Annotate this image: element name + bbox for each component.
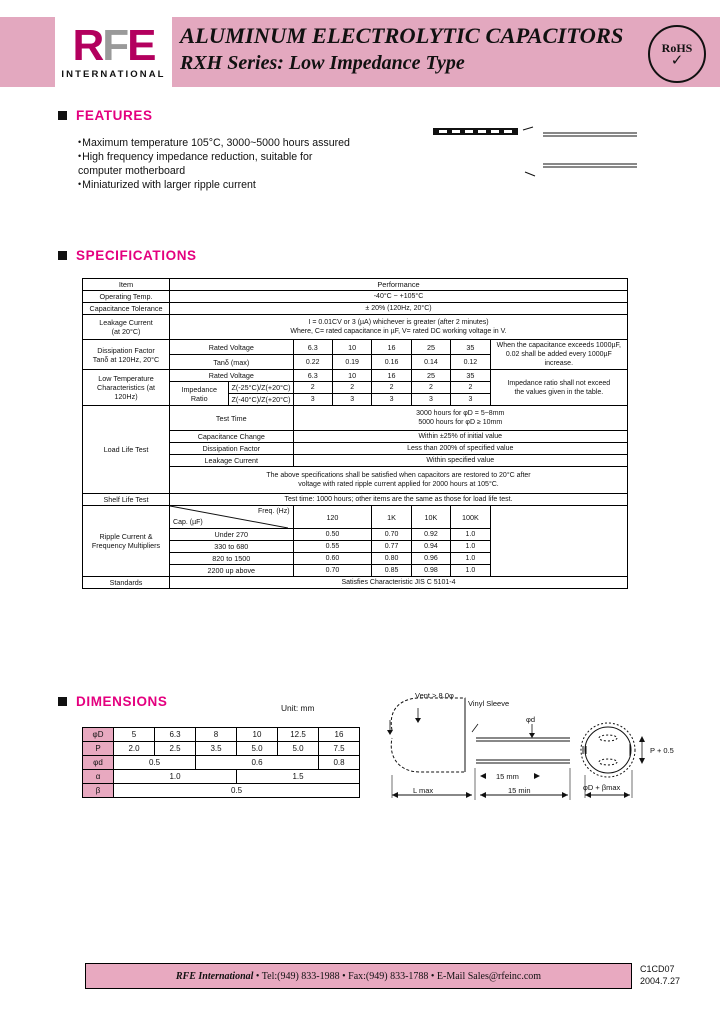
rc-value: 0.50 (293, 529, 372, 541)
dim-cell: 5.0 (237, 742, 278, 756)
llt-row-value (293, 406, 627, 431)
drawing-label-vent: Vent > 8.0φ (415, 691, 454, 700)
table-row (83, 742, 360, 756)
lt-voltage-cell: 10 (332, 370, 371, 382)
lt-label-line1: Low Temperature (98, 374, 154, 383)
table-row (83, 340, 628, 355)
rc-value: 1.0 (451, 541, 490, 553)
dimensions-section-header (58, 694, 168, 709)
lt-note-line2: the values given in the table. (514, 388, 604, 396)
dim-row-label: φd (83, 756, 114, 770)
lt-ratio-value: 2 (372, 382, 411, 394)
llt-value-line1: 3000 hours for φD = 5~8mm (416, 410, 505, 417)
df-voltage-cell: 16 (372, 340, 411, 355)
dim-cell: 2.0 (114, 742, 155, 756)
df-voltage-cell: 35 (451, 340, 490, 355)
df-rated-voltage-label: Rated Voltage (170, 340, 294, 355)
rc-cap-label: 2200 up above (170, 565, 294, 577)
rc-value: 0.98 (411, 565, 450, 577)
drawing-label-phid: φd (526, 715, 536, 724)
square-bullet-icon (58, 251, 67, 260)
dim-cell: 6.3 (155, 728, 196, 742)
dimensions-table-wrap (82, 727, 360, 798)
list-item (78, 136, 438, 150)
lt-impedance-label (170, 382, 229, 406)
lt-rated-voltage-label: Rated Voltage (170, 370, 294, 382)
table-row (83, 315, 628, 340)
lt-note (490, 370, 627, 406)
row-label-shelf-life-test: Shelf Life Test (83, 494, 170, 506)
footer-company: RFE International (175, 970, 254, 982)
rc-value: 1.0 (451, 529, 490, 541)
rc-value: 0.70 (372, 529, 411, 541)
rc-blank (490, 506, 627, 577)
features-list (78, 136, 438, 193)
rc-cap-label: 820 to 1500 (170, 553, 294, 565)
df-note (490, 340, 627, 370)
rc-freq-header: 120 (293, 506, 372, 529)
square-bullet-icon (58, 111, 67, 120)
leakage-label-line2: (at 20°C) (111, 327, 141, 336)
lt-ratio-value: 3 (293, 394, 332, 406)
llt-footnote-line2: voltage with rated ripple current applied for 2000 hours at 105°C. (298, 481, 499, 488)
rc-freq-header: 10K (411, 506, 450, 529)
bullet-icon: • (78, 151, 82, 162)
dimensions-heading: DIMENSIONS (76, 694, 168, 709)
df-tandelta-cell: 0.14 (411, 355, 450, 370)
rc-value: 0.94 (411, 541, 450, 553)
dimensions-table (82, 727, 360, 798)
document-code (640, 963, 680, 987)
lt-imp-line2: Ratio (190, 393, 208, 403)
logo-letter-f: F (102, 21, 128, 70)
rfe-logo (55, 17, 172, 87)
rc-value: 0.55 (293, 541, 372, 553)
rc-label-line1: Ripple Current & (99, 532, 153, 541)
df-voltage-cell: 25 (411, 340, 450, 355)
row-value-leakage-current (170, 315, 628, 340)
rc-corner-cell (170, 506, 294, 529)
dim-cell: 0.8 (319, 756, 360, 770)
llt-row-label: Leakage Current (170, 455, 294, 467)
row-label-dissipation-factor (83, 340, 170, 370)
dim-cell: 0.6 (196, 756, 319, 770)
logo-letters (72, 21, 155, 70)
check-icon: ✓ (670, 51, 684, 69)
lt-voltage-cell: 35 (451, 370, 490, 382)
dim-cell: 5 (114, 728, 155, 742)
features-heading: FEATURES (76, 108, 153, 123)
table-row (83, 279, 628, 291)
drawing-label-15min: 15 min (508, 786, 531, 795)
dimensions-unit-label: Unit: mm (281, 703, 315, 713)
lt-ratio-value: 2 (411, 382, 450, 394)
llt-value-line2: 5000 hours for φD ≥ 10mm (418, 419, 503, 426)
rc-value: 1.0 (451, 553, 490, 565)
rc-value: 0.60 (293, 553, 372, 565)
features-section-header (58, 108, 153, 123)
rc-freq-header: 1K (372, 506, 411, 529)
rc-value: 0.92 (411, 529, 450, 541)
footer-text (176, 971, 541, 982)
df-note-line2: 0.02 shall be added every 1000µF increase. (505, 351, 612, 367)
df-voltage-cell: 10 (332, 340, 371, 355)
doc-code-value: C1CD07 (640, 964, 675, 974)
df-tandelta-label: Tanδ (max) (170, 355, 294, 370)
capacitor-illustration (415, 120, 645, 195)
dim-cell: 0.5 (114, 756, 196, 770)
footer-contact: • Tel:(949) 833-1988 • Fax:(949) 833-1788 • E-Mail Sales@rfeinc.com (253, 970, 542, 982)
dim-row-label: β (83, 784, 114, 798)
lt-note-line1: Impedance ratio shall not exceed (507, 379, 611, 387)
row-value-shelf-life-test: Test time: 1000 hours; other items are the same as those for load life test. (170, 494, 628, 506)
table-row (83, 506, 628, 529)
rc-value: 0.96 (411, 553, 450, 565)
row-label-standards: Standards (83, 577, 170, 589)
dim-cell: 5.0 (278, 742, 319, 756)
dim-cell: 2.5 (155, 742, 196, 756)
dim-cell: 10 (237, 728, 278, 742)
df-note-line1: When the capacitance exceeds 1000µF, (496, 342, 621, 349)
dim-cell: 16 (319, 728, 360, 742)
rc-value: 0.85 (372, 565, 411, 577)
doc-date-value: 2004.7.27 (640, 976, 681, 986)
table-row (83, 291, 628, 303)
logo-letter-r: R (72, 21, 103, 70)
lt-ratio-label: Z(-25°C)/Z(+20°C) (229, 382, 293, 394)
row-value-operating-temp: -40°C ~ +105°C (170, 291, 628, 303)
dim-cell: 3.5 (196, 742, 237, 756)
dim-cell: 7.5 (319, 742, 360, 756)
col-header-performance: Performance (170, 279, 628, 291)
lt-voltage-cell: 6.3 (293, 370, 332, 382)
drawing-label-15mm: 15 mm (496, 772, 519, 781)
drawing-label-p-plus: P + 0.5 (650, 746, 674, 755)
df-tandelta-cell: 0.19 (332, 355, 371, 370)
footer-bar (85, 963, 632, 989)
llt-row-value: Less than 200% of specified value (293, 443, 627, 455)
rc-cap-label: 330 to 680 (170, 541, 294, 553)
list-item (78, 178, 438, 192)
rohs-label: RoHS (661, 40, 693, 55)
lt-label-line2: Characteristics (at 120Hz) (97, 383, 155, 401)
df-tandelta-cell: 0.22 (293, 355, 332, 370)
bullet-icon: • (78, 137, 82, 147)
lt-ratio-value: 2 (332, 382, 371, 394)
rc-cap-label: Under 270 (170, 529, 294, 541)
specifications-heading: SPECIFICATIONS (76, 248, 197, 263)
lt-ratio-value: 3 (411, 394, 450, 406)
leakage-value-line2: Where, C= rated capacitance in µF, V= rated DC working voltage in V. (290, 328, 507, 335)
table-row (83, 756, 360, 770)
table-row (83, 370, 628, 382)
llt-row-label: Test Time (170, 406, 294, 431)
table-row (83, 494, 628, 506)
page-title: ALUMINUM ELECTROLYTIC CAPACITORS (180, 23, 624, 48)
df-voltage-cell: 6.3 (293, 340, 332, 355)
list-item (78, 150, 346, 178)
rc-corner-cap: Cap. (µF) (173, 519, 203, 526)
table-row (83, 406, 628, 431)
lt-imp-line1: Impedance (181, 384, 218, 394)
df-label-line1: Dissipation Factor (97, 345, 155, 355)
dim-row-label: φD (83, 728, 114, 742)
drawing-label-phid-beta: φD + βmax (583, 783, 621, 792)
rc-value: 1.0 (451, 565, 490, 577)
table-row (83, 770, 360, 784)
df-tandelta-cell: 0.16 (372, 355, 411, 370)
specifications-table (82, 278, 628, 589)
lt-ratio-value: 3 (372, 394, 411, 406)
df-tandelta-cell: 0.12 (451, 355, 490, 370)
lt-ratio-value: 3 (332, 394, 371, 406)
llt-row-value: Within ±25% of initial value (293, 431, 627, 443)
row-value-capacitance-tolerance: ± 20% (120Hz, 20°C) (170, 303, 628, 315)
mechanical-drawing (380, 680, 720, 815)
header-titles (180, 22, 623, 77)
row-label-operating-temp: Operating Temp. (83, 291, 170, 303)
lt-voltage-cell: 25 (411, 370, 450, 382)
col-header-item: Item (83, 279, 170, 291)
rc-label-line2: Frequency Multipliers (91, 541, 161, 550)
header-band (0, 17, 720, 87)
leakage-value-line1: I = 0.01CV or 3 (µA) whichever is greater (after 2 minutes) (308, 319, 489, 326)
lt-ratio-value: 3 (451, 394, 490, 406)
feature-text: Miniaturized with larger ripple current (82, 179, 256, 192)
rc-freq-header: 100K (451, 506, 490, 529)
feature-text: High frequency impedance reduction, suitable for computer motherboard (78, 151, 313, 177)
page-subtitle: RXH Series: Low Impedance Type (180, 52, 465, 74)
rc-corner-freq: Freq. (Hz) (258, 508, 290, 515)
rohs-badge (648, 25, 706, 83)
table-row (83, 303, 628, 315)
lt-ratio-label: Z(-40°C)/Z(+20°C) (229, 394, 293, 406)
dim-cell: 8 (196, 728, 237, 742)
leakage-label-line1: Leakage Current (99, 318, 153, 327)
dim-row-label: α (83, 770, 114, 784)
table-row (83, 784, 360, 798)
table-row (83, 728, 360, 742)
drawing-label-sleeve: Vinyl Sleeve (468, 699, 510, 708)
table-row (83, 577, 628, 589)
dim-cell: 0.5 (114, 784, 360, 798)
dim-cell: 12.5 (278, 728, 319, 742)
llt-footnote-line1: The above specifications shall be satisfied when capacitors are restored to 20°C after (266, 472, 531, 479)
row-label-leakage-current (83, 315, 170, 340)
row-label-capacitance-tolerance: Capacitance Tolerance (83, 303, 170, 315)
dim-cell: 1.5 (237, 770, 360, 784)
row-label-low-temperature (83, 370, 170, 406)
df-label-line2: Tanδ at 120Hz, 20°C (92, 354, 160, 364)
rc-value: 0.77 (372, 541, 411, 553)
feature-text: Maximum temperature 105°C, 3000~5000 hours assured (82, 137, 350, 149)
lt-ratio-value: 2 (293, 382, 332, 394)
rc-value: 0.70 (293, 565, 372, 577)
lt-voltage-cell: 16 (372, 370, 411, 382)
logo-letter-e: E (127, 21, 155, 70)
dim-cell: 1.0 (114, 770, 237, 784)
llt-footnote (170, 467, 628, 494)
lt-ratio-value: 2 (451, 382, 490, 394)
drawing-label-lmax: L max (413, 786, 434, 795)
llt-row-label: Capacitance Change (170, 431, 294, 443)
square-bullet-icon (58, 697, 67, 706)
row-value-standards: Satisfies Characteristic JIS C 5101-4 (170, 577, 628, 589)
row-label-ripple-current (83, 506, 170, 577)
row-label-load-life-test: Load Life Test (83, 406, 170, 494)
specifications-section-header (58, 248, 197, 263)
llt-row-value: Within specified value (293, 455, 627, 467)
bullet-icon: • (78, 179, 82, 190)
rc-value: 0.80 (372, 553, 411, 565)
llt-row-label: Dissipation Factor (170, 443, 294, 455)
dim-row-label: P (83, 742, 114, 756)
specifications-table-wrap (82, 278, 628, 589)
logo-subtitle: INTERNATIONAL (61, 69, 166, 80)
